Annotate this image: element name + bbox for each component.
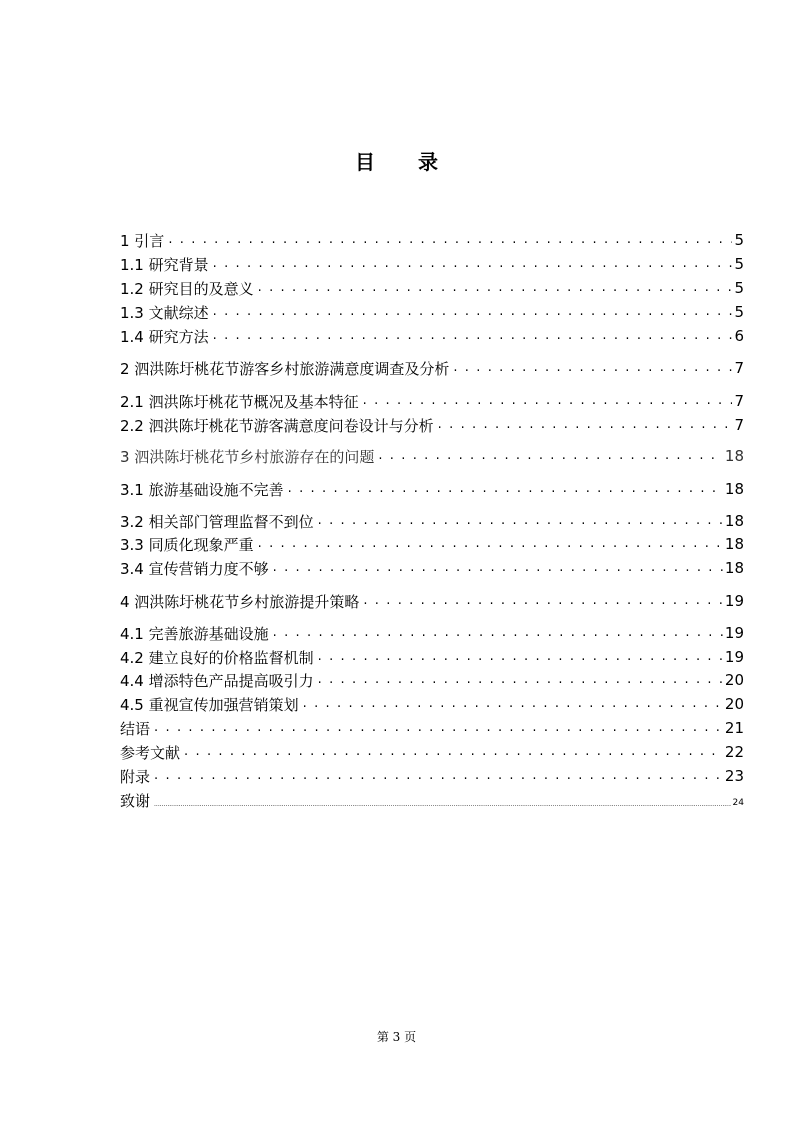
dot-leader — [453, 356, 732, 380]
toc-entry-label: 3.4 宣传营销力度不够 — [120, 559, 269, 578]
toc-title: 目 录 — [355, 150, 456, 174]
dot-leader — [288, 477, 723, 501]
dot-leader — [258, 276, 732, 300]
toc-entry-page: 18 — [724, 559, 744, 577]
dot-leader — [258, 532, 723, 556]
toc-entry-label: 2.2 泗洪陈圩桃花节游客满意度问卷设计与分析 — [120, 416, 434, 435]
toc-entry[interactable] — [120, 509, 744, 533]
toc-entry-label: 3.1 旅游基础设施不完善 — [120, 480, 284, 499]
toc-entry-page: 18 — [724, 480, 744, 498]
dot-leader — [184, 740, 723, 764]
dot-leader — [318, 668, 723, 692]
toc-entry[interactable] — [120, 228, 744, 252]
toc-entry[interactable] — [120, 621, 744, 645]
toc-entry[interactable] — [120, 740, 744, 764]
dot-leader — [168, 228, 732, 252]
dot-leader — [213, 300, 732, 324]
toc-entry[interactable] — [120, 444, 744, 468]
dot-leader — [213, 252, 732, 276]
dot-leader — [363, 589, 723, 613]
dot-leader — [213, 324, 732, 348]
toc-entry-page: 5 — [734, 231, 744, 249]
toc-entry[interactable] — [120, 356, 744, 380]
toc-entry[interactable] — [120, 668, 744, 692]
toc-entry-page: 7 — [734, 359, 744, 377]
dot-leader — [318, 509, 723, 533]
toc-entry[interactable] — [120, 389, 744, 413]
toc-entry-page: 7 — [734, 392, 744, 410]
toc-entry-label: 4.5 重视宣传加强营销策划 — [120, 695, 299, 714]
toc-entry[interactable] — [120, 788, 744, 812]
toc-entry[interactable] — [120, 413, 744, 437]
dot-leader — [154, 764, 723, 788]
toc-entry-label: 参考文献 — [120, 743, 181, 762]
toc-entry-label: 3.2 相关部门管理监督不到位 — [120, 512, 314, 531]
toc-entry-label: 结语 — [120, 719, 151, 738]
toc-entry-label: 致谢 — [120, 791, 151, 810]
toc-entry-label: 附录 — [120, 767, 151, 786]
toc-entry-page: 22 — [724, 743, 744, 761]
toc-entry-page: 20 — [724, 671, 744, 689]
dot-leader — [273, 621, 723, 645]
toc-entry-page: 5 — [734, 303, 744, 321]
dot-leader — [363, 389, 732, 413]
dot-leader — [378, 444, 723, 468]
toc-entry-label: 1.2 研究目的及意义 — [120, 279, 254, 298]
toc-entry[interactable] — [120, 252, 744, 276]
toc-entry-label: 2 泗洪陈圩桃花节游客乡村旅游满意度调查及分析 — [120, 359, 450, 378]
dot-leader — [154, 788, 731, 812]
toc-entry[interactable] — [120, 300, 744, 324]
toc-entry-page: 19 — [724, 592, 744, 610]
toc-entry-label: 4.2 建立良好的价格监督机制 — [120, 648, 314, 667]
dot-leader — [303, 692, 723, 716]
toc-entry-page: 23 — [724, 767, 744, 785]
toc-entry[interactable] — [120, 589, 744, 613]
toc-entry[interactable] — [120, 276, 744, 300]
toc-entry-page: 5 — [734, 255, 744, 273]
toc-entry-label: 1.4 研究方法 — [120, 327, 209, 346]
toc-entry-label: 4.1 完善旅游基础设施 — [120, 624, 269, 643]
toc-entry[interactable] — [120, 764, 744, 788]
page-footer: 第 3 页 — [376, 1030, 417, 1044]
toc-entry[interactable] — [120, 645, 744, 669]
toc-entry[interactable] — [120, 556, 744, 580]
toc-entry-page: 7 — [734, 416, 744, 434]
toc-entry[interactable] — [120, 324, 744, 348]
dot-leader — [154, 716, 723, 740]
toc-entry-page: 24 — [732, 798, 744, 808]
toc-entry[interactable] — [120, 716, 744, 740]
toc-entry[interactable] — [120, 532, 744, 556]
toc-entry-page: 18 — [724, 447, 744, 465]
dot-leader — [318, 645, 723, 669]
toc-entry-page: 18 — [724, 512, 744, 530]
dot-leader — [273, 556, 723, 580]
toc-entry-label: 4 泗洪陈圩桃花节乡村旅游提升策略 — [120, 592, 360, 611]
toc-entry-page: 18 — [724, 535, 744, 553]
toc-entry-label: 4.4 增添特色产品提高吸引力 — [120, 671, 314, 690]
toc-entry-label: 1 引言 — [120, 231, 165, 250]
toc-entry-page: 19 — [724, 624, 744, 642]
toc-entry-page: 5 — [734, 279, 744, 297]
dot-leader — [438, 413, 732, 437]
toc-entry-label: 1.3 文献综述 — [120, 303, 209, 322]
toc-entry-label: 2.1 泗洪陈圩桃花节概况及基本特征 — [120, 392, 359, 411]
toc-entry-page: 6 — [734, 327, 744, 345]
toc-entry-label: 3 泗洪陈圩桃花节乡村旅游存在的问题 — [120, 447, 375, 466]
toc-entry-label: 3.3 同质化现象严重 — [120, 535, 254, 554]
toc-entry-label: 1.1 研究背景 — [120, 255, 209, 274]
toc-entry-page: 19 — [724, 648, 744, 666]
toc-entry[interactable] — [120, 477, 744, 501]
toc-entry[interactable] — [120, 692, 744, 716]
toc-entry-page: 21 — [724, 719, 744, 737]
toc-entry-page: 20 — [724, 695, 744, 713]
